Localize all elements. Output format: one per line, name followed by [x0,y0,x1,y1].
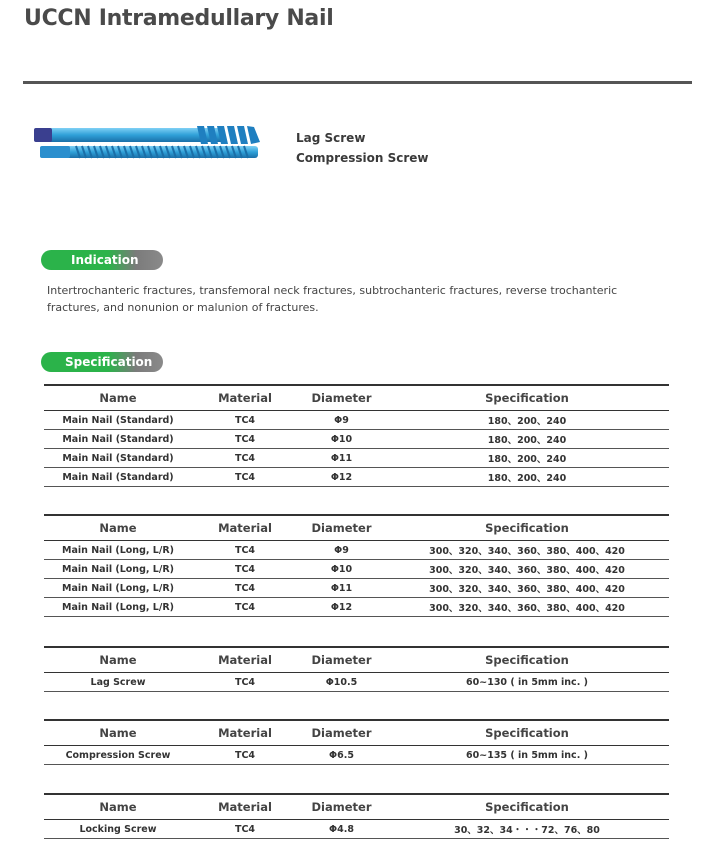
table-cell: TC4 [192,468,298,487]
table-row [44,598,669,617]
spec-table-standard-nail [44,384,669,487]
column-header: Specification [385,515,669,541]
page-title: UCCN Intramedullary Nail [24,6,334,31]
table-cell: 30、32、34・・・72、76、80 [385,820,669,839]
table-cell: 300、320、340、360、380、400、420 [385,598,669,617]
table-cell: TC4 [192,598,298,617]
indication-text: Intertrochanteric fractures, transfemoral neck fractures, subtrochanteric fractures, reverse trochanteric fractures, and nonunion or malunion of fractures. [47,284,618,314]
specification-heading: Specification [41,352,163,372]
column-header: Specification [385,720,669,746]
table-cell: TC4 [192,541,298,560]
compression-screw-label: Compression Screw [296,151,429,165]
table-cell: Main Nail (Standard) [44,449,192,468]
column-header: Diameter [298,720,385,746]
table-cell: 60~130 ( in 5mm inc. ) [385,673,669,692]
column-header: Material [192,720,298,746]
table-row [44,468,669,487]
column-header: Specification [385,647,669,673]
column-header: Name [44,720,192,746]
table-cell: Φ12 [298,468,385,487]
table-cell: Φ11 [298,579,385,598]
table-cell: TC4 [192,560,298,579]
table-cell: TC4 [192,449,298,468]
column-header: Material [192,385,298,411]
table-cell: Main Nail (Long, L/R) [44,579,192,598]
table-cell: Main Nail (Long, L/R) [44,598,192,617]
spec-table-long-nail [44,514,669,617]
table-cell: 180、200、240 [385,411,669,430]
column-header: Material [192,515,298,541]
table-row [44,673,669,692]
column-header: Name [44,515,192,541]
table-cell: TC4 [192,411,298,430]
table-cell: Φ6.5 [298,746,385,765]
column-header: Name [44,385,192,411]
table-cell: Φ4.8 [298,820,385,839]
column-header: Diameter [298,794,385,820]
column-header: Name [44,794,192,820]
table-row [44,411,669,430]
table-row [44,579,669,598]
table-cell: TC4 [192,579,298,598]
table-cell: Compression Screw [44,746,192,765]
table-cell: Main Nail (Standard) [44,430,192,449]
table-cell: TC4 [192,746,298,765]
indication-heading: Indication [41,250,163,270]
table-cell: 180、200、240 [385,449,669,468]
table-row [44,449,669,468]
table-cell: Main Nail (Long, L/R) [44,560,192,579]
lag-screw-label: Lag Screw [296,131,366,145]
spec-table-compression-screw [44,719,669,765]
table-cell: Main Nail (Long, L/R) [44,541,192,560]
table-cell: 300、320、340、360、380、400、420 [385,541,669,560]
table-cell: Main Nail (Standard) [44,468,192,487]
table-row [44,560,669,579]
table-cell: Φ11 [298,449,385,468]
table-cell: TC4 [192,430,298,449]
table-cell: TC4 [192,673,298,692]
table-cell: Φ10 [298,560,385,579]
table-cell: 180、200、240 [385,468,669,487]
spec-table-locking-screw [44,793,669,839]
table-row [44,746,669,765]
table-cell: 300、320、340、360、380、400、420 [385,579,669,598]
column-header: Material [192,794,298,820]
table-row [44,430,669,449]
title-divider [23,81,692,84]
table-cell: Main Nail (Standard) [44,411,192,430]
screws-image [32,124,272,168]
column-header: Diameter [298,647,385,673]
column-header: Diameter [298,515,385,541]
column-header: Specification [385,385,669,411]
table-cell: Φ9 [298,411,385,430]
table-cell: Φ10 [298,430,385,449]
column-header: Material [192,647,298,673]
spec-table-lag-screw [44,646,669,692]
table-cell: Φ9 [298,541,385,560]
table-cell: Locking Screw [44,820,192,839]
column-header: Diameter [298,385,385,411]
column-header: Name [44,647,192,673]
table-row [44,541,669,560]
column-header: Specification [385,794,669,820]
table-row [44,820,669,839]
table-cell: Φ12 [298,598,385,617]
table-cell: TC4 [192,820,298,839]
table-cell: 180、200、240 [385,430,669,449]
table-cell: 60~135 ( in 5mm inc. ) [385,746,669,765]
table-cell: Φ10.5 [298,673,385,692]
table-cell: Lag Screw [44,673,192,692]
table-cell: 300、320、340、360、380、400、420 [385,560,669,579]
